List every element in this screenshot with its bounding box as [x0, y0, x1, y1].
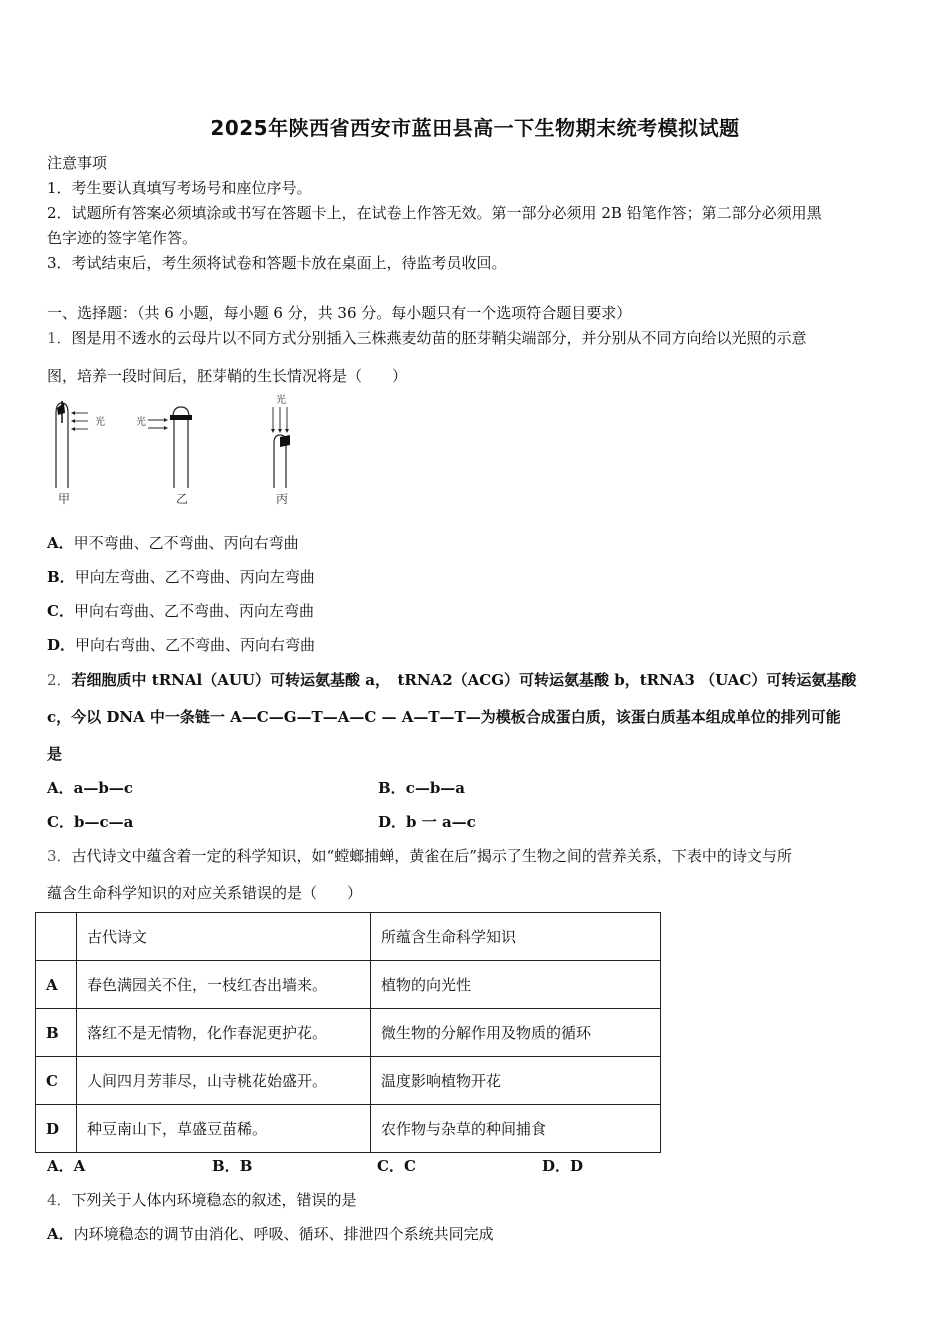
table-cell: 人间四月芳菲尽，山寺桃花始盛开。	[77, 1057, 371, 1105]
table-cell: 春色满园关不住，一枝红杏出墙来。	[77, 961, 371, 1009]
table-cell: 所蕴含生命科学知识	[371, 913, 661, 961]
q3-stem-line1: 3．古代诗文中蕴含着一定的科学知识，如“螳螂捕蝉，黄雀在后”揭示了生物之间的营养关系，下表中的诗文与所	[47, 847, 792, 865]
q4-stem-line1: 4．下列关于人体内环境稳态的叙述，错误的是	[47, 1191, 357, 1209]
coleoptile-figure	[40, 393, 310, 511]
table-row	[36, 961, 661, 1009]
section-heading: 一、选择题：（共 6 小题，每小题 6 分，共 36 分。每小题只有一个选项符合题目要求）	[47, 304, 632, 322]
table-cell: D	[36, 1105, 77, 1153]
q1-stem-line1: 1．图是用不透水的云母片以不同方式分别插入三株燕麦幼苗的胚芽鞘尖端部分，并分别从不同方向给以光照的示意	[47, 329, 807, 347]
q2-option-d: D．b 一 a—c	[378, 813, 476, 831]
light-label-yi: 光	[136, 417, 146, 428]
notice-item-3: 3．考试结束后，考生须将试卷和答题卡放在桌面上，待监考员收回。	[47, 254, 507, 272]
notice-item-1: 1．考生要认真填写考场号和座位序号。	[47, 179, 312, 197]
seedling-yi	[136, 407, 192, 506]
table-cell: 落红不是无情物，化作春泥更护花。	[77, 1009, 371, 1057]
page-title: 2025年陕西省西安市蓝田县高一下生物期末统考模拟试题	[210, 116, 740, 140]
table-cell: 温度影响植物开花	[371, 1057, 661, 1105]
q1-option-c: C．甲向右弯曲、乙不弯曲、丙向左弯曲	[47, 602, 314, 620]
q3-option-d: D．D	[542, 1157, 584, 1175]
light-label-bing: 光	[276, 395, 286, 406]
notice-heading: 注意事项	[47, 154, 108, 172]
q1-option-d: D．甲向右弯曲、乙不弯曲、丙向右弯曲	[47, 636, 316, 654]
q4-option-a: A．内环境稳态的调节由消化、呼吸、循环、排泄四个系统共同完成	[47, 1225, 494, 1243]
table-cell: C	[36, 1057, 77, 1105]
table-cell: 种豆南山下，草盛豆苗稀。	[77, 1105, 371, 1153]
q3-option-a: A．A	[47, 1157, 86, 1175]
q3-table	[35, 912, 661, 1153]
table-cell: 微生物的分解作用及物质的循环	[371, 1009, 661, 1057]
q2-option-b: B．c—b—a	[378, 779, 466, 797]
label-yi: 乙	[176, 492, 189, 506]
q2-stem-line1: 2．若细胞质中 tRNAl（AUU）可转运氨基酸 a， tRNA2（ACG）可转运氨基酸 b，tRNA3 （UAC）可转运氨基酸	[47, 671, 857, 689]
table-cell: B	[36, 1009, 77, 1057]
q3-option-c: C．C	[377, 1157, 416, 1175]
q3-option-b: B．B	[212, 1157, 253, 1175]
q3-number: 3．	[47, 847, 72, 865]
seedling-bing	[271, 393, 290, 506]
q2-stem-line3: 是	[47, 745, 63, 763]
light-label-jia: 光	[95, 417, 105, 428]
table-cell: 古代诗文	[77, 913, 371, 961]
q4-number: 4．	[47, 1191, 72, 1209]
table-header-row	[36, 913, 661, 961]
seedling-jia	[56, 401, 105, 506]
q1-stem-line2: 图，培养一段时间后，胚芽鞘的生长情况将是（ ）	[47, 367, 408, 385]
table-cell	[36, 913, 77, 961]
table-row	[36, 1105, 661, 1153]
table-cell: A	[36, 961, 77, 1009]
label-bing: 丙	[276, 492, 289, 506]
q1-option-b: B．甲向左弯曲、乙不弯曲、丙向左弯曲	[47, 568, 315, 586]
q3-stem-line2: 蕴含生命科学知识的对应关系错误的是（ ）	[47, 884, 363, 902]
notice-item-2: 2．试题所有答案必须填涂或书写在答题卡上，在试卷上作答无效。第一部分必须用 2B 铅笔作答；第二部分必须用黑	[47, 204, 822, 222]
q1-option-a: A．甲不弯曲、乙不弯曲、丙向右弯曲	[47, 534, 299, 552]
table-cell: 植物的向光性	[371, 961, 661, 1009]
label-jia: 甲	[58, 492, 71, 506]
q2-option-a: A．a—b—c	[47, 779, 133, 797]
notice-item-2-cont: 色字迹的签字笔作答。	[47, 229, 198, 247]
q2-stem-line2: c，今以 DNA 中一条链一 A—C—G—T—A—C — A—T—T—为模板合成蛋白质，该蛋白质基本组成单位的排列可能	[47, 708, 841, 726]
q1-number: 1．	[47, 329, 72, 347]
q2-option-c: C．b—c—a	[47, 813, 134, 831]
table-row	[36, 1009, 661, 1057]
table-cell: 农作物与杂草的种间捕食	[371, 1105, 661, 1153]
table-row	[36, 1057, 661, 1105]
q2-number: 2．	[47, 671, 72, 689]
